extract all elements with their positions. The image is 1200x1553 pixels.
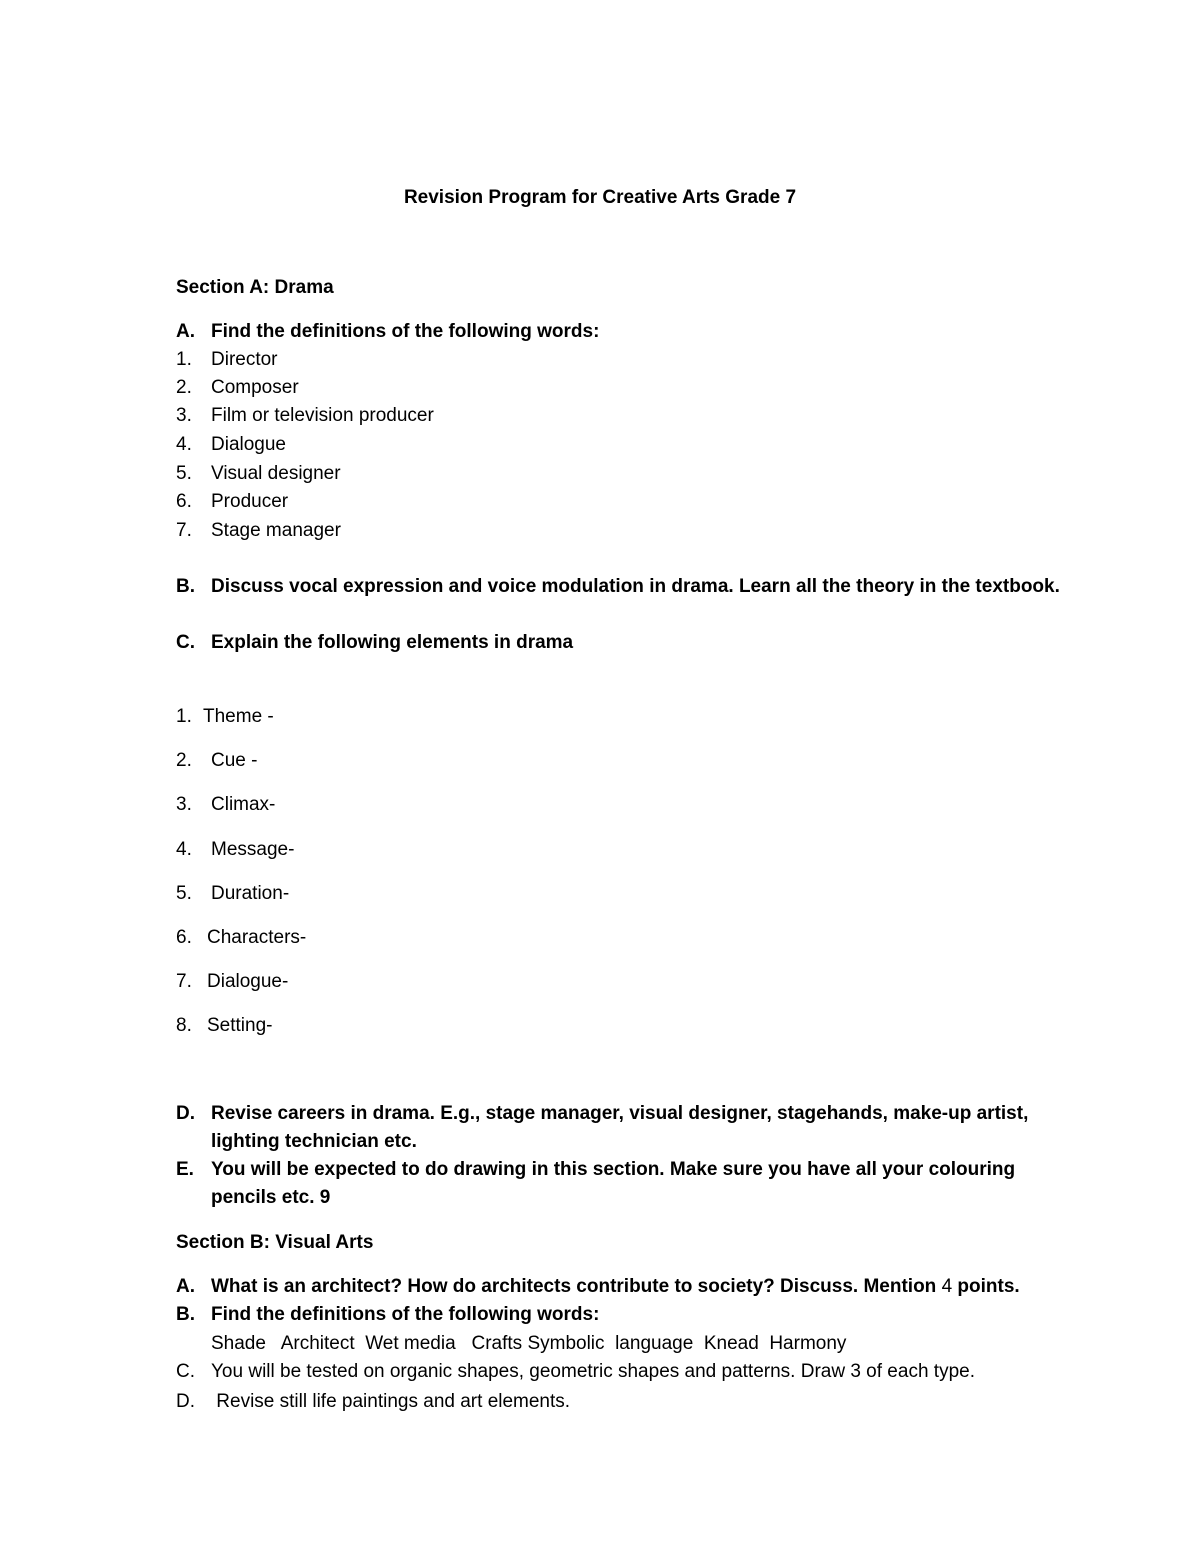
- list-text: Climax-: [211, 794, 276, 815]
- list-number: 1.: [176, 349, 192, 370]
- item-marker: D.: [176, 1103, 195, 1124]
- item-marker: B.: [176, 576, 195, 597]
- list-text: Theme -: [203, 706, 274, 727]
- item-marker: C.: [176, 632, 195, 653]
- item-marker: D.: [176, 1391, 195, 1412]
- item-text-part: What is an architect? How do architects contribute to society? Discuss. Mention: [211, 1276, 942, 1297]
- item-text: Revise still life paintings and art elements.: [211, 1391, 571, 1412]
- item-marker: E.: [176, 1159, 194, 1180]
- list-text: Producer: [211, 491, 289, 512]
- list-number: 4.: [176, 434, 192, 455]
- definition-words: Shade Architect Wet media Crafts Symbolic language Knead Harmony: [211, 1333, 847, 1354]
- list-text: Duration-: [211, 883, 290, 904]
- list-text: Cue -: [211, 750, 258, 771]
- list-number: 7.: [176, 971, 192, 992]
- section-b-heading: Section B: Visual Arts: [176, 1232, 374, 1253]
- item-marker: B.: [176, 1304, 195, 1325]
- list-number: 5.: [176, 883, 192, 904]
- item-marker: C.: [176, 1361, 195, 1382]
- list-text: Director: [211, 349, 278, 370]
- item-text: Find the definitions of the following words:: [211, 321, 600, 342]
- list-text: Dialogue: [211, 434, 286, 455]
- list-text: Visual designer: [211, 463, 341, 484]
- list-number: 6.: [176, 491, 192, 512]
- item-text: Find the definitions of the following words:: [211, 1304, 600, 1325]
- list-text: Stage manager: [211, 520, 341, 541]
- list-text: Characters-: [207, 927, 307, 948]
- item-text: You will be tested on organic shapes, geometric shapes and patterns. Draw 3 of each type.: [211, 1361, 975, 1382]
- item-text-part: points.: [952, 1276, 1020, 1297]
- list-number: 7.: [176, 520, 192, 541]
- item-text: You will be expected to do drawing in this section. Make sure you have all your colouring: [211, 1159, 1016, 1180]
- list-number: 4.: [176, 839, 192, 860]
- list-number: 2.: [176, 377, 192, 398]
- list-number: 3.: [176, 794, 192, 815]
- list-number: 8.: [176, 1015, 192, 1036]
- list-number: 6.: [176, 927, 192, 948]
- item-text: Discuss vocal expression and voice modulation in drama. Learn all the theory in the textbook.: [211, 576, 1060, 597]
- list-text: Setting-: [207, 1015, 273, 1036]
- list-text: Message-: [211, 839, 295, 860]
- list-number: 2.: [176, 750, 192, 771]
- item-text-continuation: lighting technician etc.: [211, 1131, 417, 1152]
- item-text-continuation: pencils etc. 9: [211, 1187, 331, 1208]
- list-number: 5.: [176, 463, 192, 484]
- item-marker: A.: [176, 321, 195, 342]
- document-title: Revision Program for Creative Arts Grade 7: [403, 187, 797, 208]
- list-text: Composer: [211, 377, 299, 398]
- item-text: Revise careers in drama. E.g., stage manager, visual designer, stagehands, make-up artist,: [211, 1103, 1029, 1124]
- list-text: Dialogue-: [207, 971, 289, 992]
- list-number: 1.: [176, 706, 192, 727]
- item-text-number: 4: [941, 1276, 953, 1297]
- section-a-heading: Section A: Drama: [176, 277, 334, 298]
- item-text: [211, 1275, 1020, 1299]
- item-text: Explain the following elements in drama: [211, 632, 574, 653]
- list-number: 3.: [176, 405, 192, 426]
- list-text: Film or television producer: [211, 405, 434, 426]
- item-marker: A.: [176, 1276, 195, 1297]
